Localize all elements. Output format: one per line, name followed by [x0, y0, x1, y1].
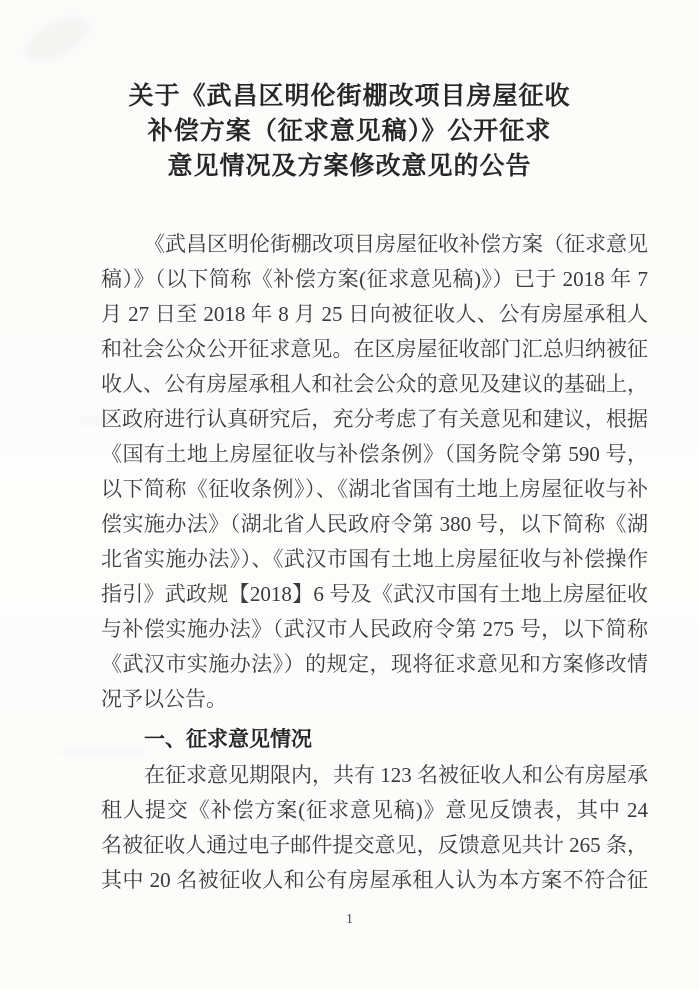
- body-line: 《国有土地上房屋征收与补偿条例》（国务院令第 590 号，: [101, 442, 648, 466]
- body-line: 北省实施办法》）、《武汉市国有土地上房屋征收与补偿操作: [101, 547, 648, 571]
- body-line: 偿实施办法》（湖北省人民政府令第 380 号，以下简称《湖: [101, 512, 648, 536]
- body-line: 租人提交《补偿方案(征求意见稿)》意见反馈表，其中 24: [101, 798, 648, 822]
- title-line-3: 意见情况及方案修改意见的公告: [167, 152, 532, 180]
- body-line: 况予以公告。: [101, 687, 227, 711]
- body-line: 名被征收人通过电子邮件提交意见，反馈意见共计 265 条，: [101, 833, 648, 857]
- body-line: 指引》武政规【2018】6 号及《武汉市国有土地上房屋征收: [101, 582, 648, 606]
- title-line-1: 关于《武昌区明伦街棚改项目房屋征收: [128, 82, 571, 110]
- title-line-2: 补偿方案（征求意见稿）》公开征求: [147, 117, 552, 145]
- section-heading: 一、征求意见情况: [144, 728, 312, 751]
- body-line: 在征求意见期限内，共有 123 名被征收人和公有房屋承: [144, 763, 648, 787]
- document-body: [101, 227, 648, 898]
- page-number: 1: [346, 912, 353, 927]
- body-line: 《武汉市实施办法》）的规定，现将征求意见和方案修改情: [101, 652, 648, 676]
- body-line: 区政府进行认真研究后，充分考虑了有关意见和建议，根据: [101, 407, 648, 431]
- body-line: 和社会公众公开征求意见。在区房屋征收部门汇总归纳被征: [101, 337, 648, 361]
- body-line: 其中 20 名被征收人和公有房屋承租人认为本方案不符合征: [101, 868, 648, 892]
- body-line: 以下简称《征收条例》）、《湖北省国有土地上房屋征收与补: [101, 477, 648, 501]
- body-line: 收人、公有房屋承租人和社会公众的意见及建议的基础上，: [101, 372, 648, 396]
- body-line: 《武昌区明伦街棚改项目房屋征收补偿方案（征求意见: [144, 232, 648, 256]
- document-title: [0, 0, 699, 184]
- body-line: 稿）》（以下简称《补偿方案(征求意见稿)》）已于 2018 年 7: [101, 267, 648, 291]
- body-line: 月 27 日至 2018 年 8 月 25 日向被征收人、公有房屋承租人: [101, 302, 648, 326]
- body-line: 与补偿实施办法》（武汉市人民政府令第 275 号，以下简称: [101, 617, 648, 641]
